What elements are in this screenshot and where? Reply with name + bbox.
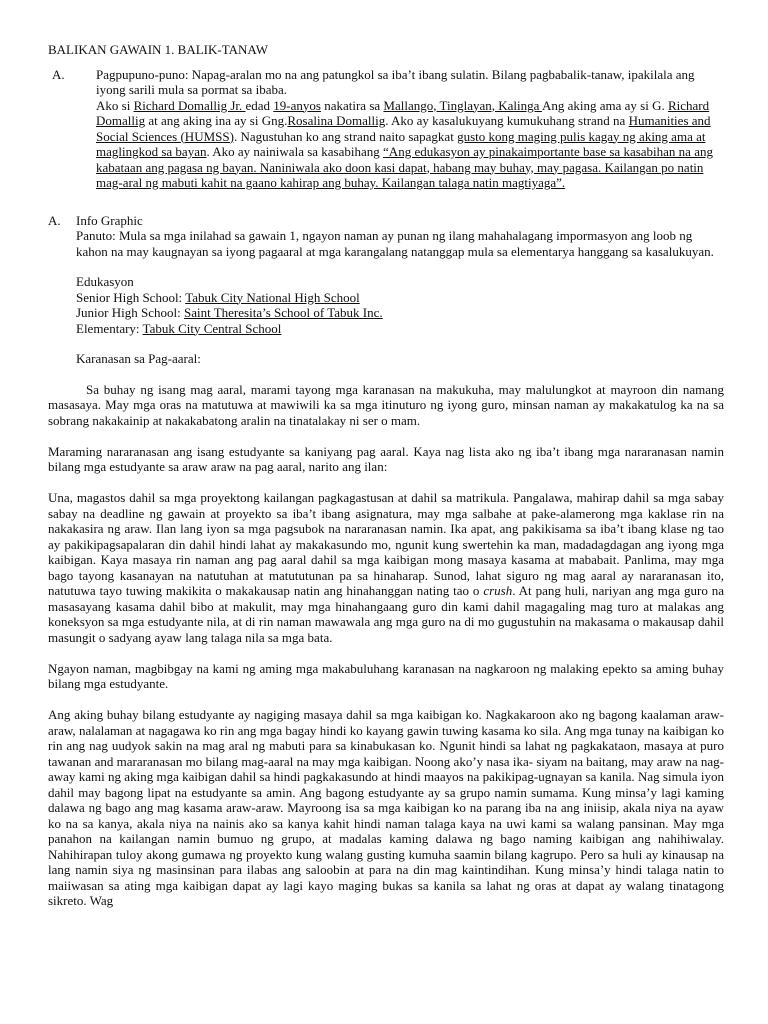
age-fill: 19-anyos	[273, 97, 321, 113]
mother-fill: Rosalina Domallig	[287, 113, 386, 128]
elementary-row: Elementary: Tabuk City Central School	[76, 320, 282, 336]
name-fill: Richard Domallig Jr.	[133, 97, 246, 113]
senior-high-row: Senior High School: Tabuk City National High School	[76, 289, 360, 305]
strand-fill: Humanities and Social Sciences (HUMSS)	[96, 113, 711, 144]
address-fill: Mallango, Tinglayan, Kalinga	[383, 97, 542, 113]
paragraph-3: Una, magastos dahil sa mga proyektong kailangan pagkagastusan at dahil sa matrikula. Pangalawa, mahirap dahil sa mga sabay sabay na deadline ng gawain at proyekto sa iba’t ibang asignatura, may mga salbahe at pake-alamerong mga kaklase rin na nakakasira ng araw. Ilan lang iyon sa mga pagsubok na nararanasan namin. Ika apat, ang pakikisama sa iba’t ibang klase ng tao ay pakikipagsapalaran din dahil hindi lahat ay makakasundo mo, ngunit kung swertehin ka man, madadagdagan ang iyong mga kaibigan. Kaya masaya rin naman ang pag aaral dahil sa mga kaibigan mong masaya kasama at mababait. Panlima, may mga bago tayong kasanayan na natutuhan at matututunan pa sa hinaharap. Sunod, lahat siguro ng mag aaral ay nararanasan ito, natutuwa tayo tuwing makikita o makakausap natin ang hinahanggan nating tao o crush. At pang huli, nariyan ang mga guro na masasayang kasama dahil bibo at makulit, may mga hinahangaang guro din kami dahil magagaling mag turo at malakas ang koneksyon sa mga estudyante nila, at di rin naman mawawala ang mga guro na di mo gugustuhin na makasama o makausap dahil masungit o sadyang ayaw lang talaga nila sa mga bata.	[48, 490, 724, 645]
crush-word: crush	[483, 583, 513, 598]
junior-high-value: Saint Theresita’s School of Tabuk Inc.	[183, 305, 383, 320]
senior-high-value: Tabuk City National High School	[185, 289, 360, 305]
section-marker: A.	[52, 66, 65, 82]
essay-body	[48, 382, 724, 909]
section-pagpupuno	[52, 67, 724, 191]
elementary-value: Tabuk City Central School	[142, 320, 282, 336]
section-intro: Pagpupuno-puno: Napag-aralan mo na ang patungkol sa iba’t ibang sulatin. Bilang pagbabalik-tanaw, ipakilala ang iyong sarili mula sa pormat sa ibaba.	[96, 66, 695, 97]
father-fill: Richard Domallig	[96, 97, 710, 128]
section-heading: Info Graphic	[76, 212, 143, 228]
paragraph-1: Sa buhay ng isang mag aaral, marami tayong mga karanasan na makukuha, may malulungkot at mayroon din namang masasaya. May mga oras na matutuwa at mawiwili ka sa mga itinuturo ng iyong guro, minsan naman ay makakatulog ka na sa sobrang nakakainip at nakakabatong aralin na tinatalakay ni ser o mam.	[48, 381, 724, 428]
section-body	[76, 213, 724, 367]
section-marker: A.	[48, 212, 61, 228]
junior-high-row: Junior High School: Saint Theresita’s School of Tabuk Inc.	[76, 305, 383, 320]
paragraph-4: Ngayon naman, magbibgay na kami ng aming mga makabuluhang karanasan na nagkaroon ng malaking epekto sa aming buhay bilang mga estudyante.	[48, 660, 724, 691]
quote-fill: “Ang edukasyon ay pinakaimportante base sa kasabihan na ang kabataan ang pagasa ng bayan. Naniniwala ako doon kasi dapat, habang may buhay, may pagasa. Kailangan po natin mag-aral ng mabuti kahit na gaano kahirap ang buhay. Kailangan talaga natin magtiyaga”.	[96, 144, 713, 190]
paragraph-5: Ang aking buhay bilang estudyante ay nagiging masaya dahil sa mga kaibigan ko. Nagkakaroon ako ng bagong kaalaman araw-araw, nalalaman at nagagawa ko rin ang mga bagay hindi ko kayang gawin tuwing kasama ko sila. Ang mga tunay na kaibigan ko rin ang nag uudyok sakin na mag aral ng mabuti para sa kinabukasan ko. Ngunit hindi sa lahat ng pagkakataon, masaya at puro tawanan and mararanasan mo bilang mag-aaral na may mga kaibigan. Noong ako’y nasa ika- siyam na baitang, may araw na nag-away kami ng aking mga kaibigan dahil sa hindi pagkakasundo at hindi maayos na pakikipag-ugnayan sa kanila. Nag simula iyon dahil may bagong lipat na estudyante sa amin. Ang bagong estudyante ay sa grupo namin sumama. Kung minsa’y lagi kaming dalawa ng bago ang mag kasama araw-araw. Mayroong isa sa mga kaibigan ko na parang iba na ang iniisip, akala niya na ayaw ko na sa kanya, akala niya na nainis ako sa kanya kahit hindi naman talaga kaya na uwi kami sa walang pansinan. May mga panahon na kailangan namin bumuo ng grupo, at madalas kaming dalawa ng bago naming kaibigan ang nahihiwalay. Nahihirapan tuloy akong gumawa ng proyekto kung walang gusting kumuha saamin bilang kagrupo. Pero sa huli ay kinausap na lang namin siya ng masinsinan para ilabas ang saloobin at para na din mag kaintindihan. Kung minsa’y hindi talaga natin to maiiwasan sa ating mga kaibigan dapat ay lagi kayo maging bukas sa kanila sa lahat ng oras at dapat ay walang tinatagong sikreto. Wag	[48, 707, 724, 908]
karanasan-heading: Karanasan sa Pag-aaral:	[76, 351, 201, 366]
section-info-graphic	[48, 213, 724, 367]
section-body	[96, 67, 724, 191]
instructions: Panuto: Mula sa mga inilahad sa gawain 1, ngayon naman ay punan ng ilang mahahalagang impormasyon ang loob ng kahon na may kaugnayan sa iyong pagaaral at mga karangalang natanggap mula sa elementarya hanggang sa kasalukuyan.	[76, 228, 714, 259]
paragraph-2: Maraming nararanasan ang isang estudyante sa kaniyang pag aaral. Kaya nag lista ako ng iba’t ibang mga nararanasan namin bilang mga estudyante sa araw araw na pag aaral, narito ang ilan:	[48, 443, 724, 474]
self-introduction: Ako si Richard Domallig Jr. edad 19-anyos nakatira sa Mallango, Tinglayan, Kalinga Ang aking ama ay si G. Richard Domallig at ang aking ina ay si Gng.Rosalina Domallig. Ako ay kasalukuyang kumukuhang strand na Humanities and Social Sciences (HUMSS). Nagustuhan ko ang strand naito sapagkat gusto kong maging pulis kagay ng aking ama at maglingkod sa bayan. Ako ay nainiwala sa kasabihang “Ang edukasyon ay pinakaimportante base sa kasabihan na ang kabataan ang pagasa ng bayan. Naniniwala ako doon kasi dapat, habang may buhay, may pagasa. Kailangan po natin mag-aral ng mabuti kahit na gaano kahirap ang buhay. Kailangan talaga natin magtiyaga”.	[96, 97, 713, 190]
edukasyon-heading: Edukasyon	[76, 274, 134, 289]
document-title: BALIKAN GAWAIN 1. BALIK-TANAW	[48, 42, 269, 57]
reason-fill: gusto kong maging pulis kagay ng aking ama at maglingkod sa bayan	[96, 128, 706, 159]
